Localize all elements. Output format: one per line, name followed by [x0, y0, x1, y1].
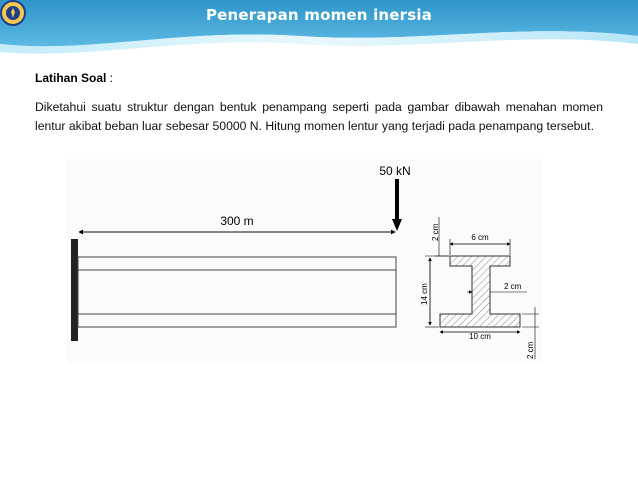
page-title: Penerapan momen inersia: [205, 6, 433, 24]
beam-diagram: [67, 159, 542, 364]
web-thickness-label: 2 cm: [504, 282, 522, 291]
top-flange-thickness-label: 2 cm: [431, 223, 440, 241]
exercise-heading-colon: :: [106, 71, 114, 85]
point-load-arrow: [392, 179, 402, 231]
cantilever-beam: [78, 257, 396, 327]
exercise-heading: [35, 71, 113, 85]
exercise-heading-label: Latihan Soal: [35, 71, 107, 85]
beam-figure: [67, 159, 542, 364]
span-label: 300 m: [220, 214, 254, 228]
title-banner: [0, 0, 638, 60]
top-flange-width-label: 6 cm: [471, 233, 489, 242]
bottom-flange-width-label: 10 cm: [469, 332, 491, 341]
fixed-support: [71, 239, 78, 341]
section-height-label: 14 cm: [420, 283, 429, 305]
bottom-flange-thickness-label: 2 cm: [526, 341, 535, 359]
university-seal-icon: [0, 0, 26, 26]
load-label: 50 kN: [379, 164, 411, 178]
problem-statement: Diketahui suatu struktur dengan bentuk penampang seperti pada gambar dibawah menahan momen lentur akibat beban luar sebesar 50000 N. Hitung momen lentur yang terjadi pada penampang tersebut.: [35, 100, 603, 133]
i-section: [440, 256, 520, 327]
